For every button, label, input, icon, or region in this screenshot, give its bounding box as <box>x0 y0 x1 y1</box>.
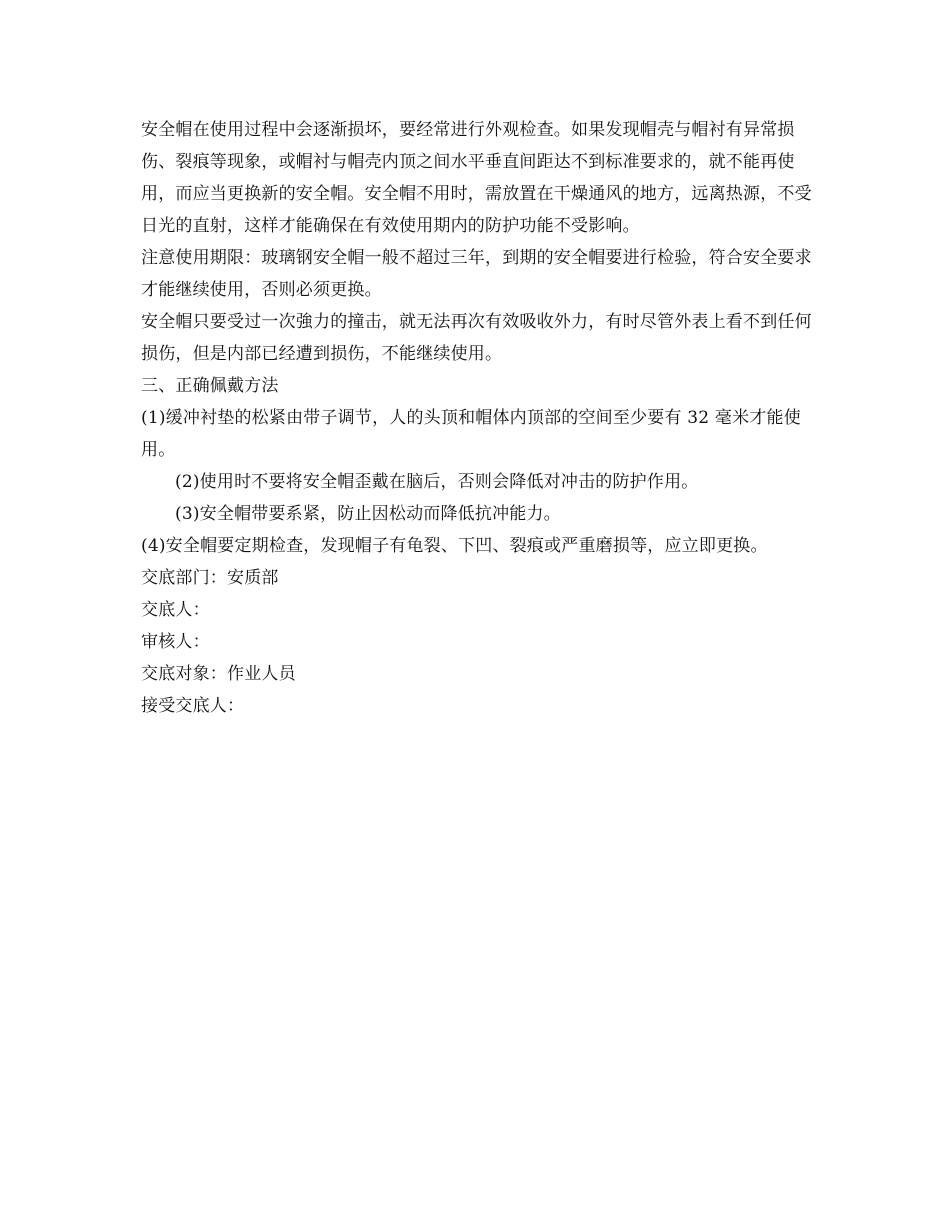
signoff-presenter: 交底人： <box>141 600 210 620</box>
signoff-recipient: 接受交底人： <box>141 696 245 716</box>
section-heading: 三、正确佩戴方法 <box>141 376 279 396</box>
list-item-4: (4)安全帽要定期检查，发现帽子有龟裂、下凹、裂痕或严重磨损等，应立即更换。 <box>141 536 768 556</box>
paragraph-impact: 安全帽只要受过一次強力的撞击，就无法再次有效吸收外力，有时尽管外表上看不到任何损伤，但是内部已经遭到损伤，不能继续使用。 <box>141 312 812 364</box>
list-item-2: (2)使用时不要将安全帽歪戴在脑后，否则会降低对冲击的防护作用。 <box>175 472 699 492</box>
paragraph-inspection: 安全帽在使用过程中会逐渐损坏，要经常进行外观检查。如果发现帽壳与帽衬有异常损伤、裂痕等现象，或帽衬与帽壳内顶之间水平垂直间距达不到标准要求的，就不能再使用，而应当更换新的安全帽。安全帽不用时，需放置在干燥通风的地方，远离热源，不受日光的直射，这样才能确保在有效使用期内的防护功能不受影响。 <box>141 120 812 236</box>
document-body <box>141 114 821 722</box>
list-item-3: (3)安全帽带要系紧，防止因松动而降低抗冲能力。 <box>175 504 561 524</box>
signoff-reviewer: 审核人： <box>141 632 210 652</box>
signoff-audience: 交底对象：作业人员 <box>141 664 296 684</box>
paragraph-service-life: 注意使用期限：玻璃钢安全帽一般不超过三年，到期的安全帽要进行检验，符合安全要求才能继续使用，否则必须更换。 <box>141 248 812 300</box>
list-item-1: (1)缓冲衬垫的松紧由带子调节，人的头顶和帽体内顶部的空间至少要有 32 毫米才能使用。 <box>141 408 801 460</box>
signoff-department: 交底部门：安质部 <box>141 568 279 588</box>
